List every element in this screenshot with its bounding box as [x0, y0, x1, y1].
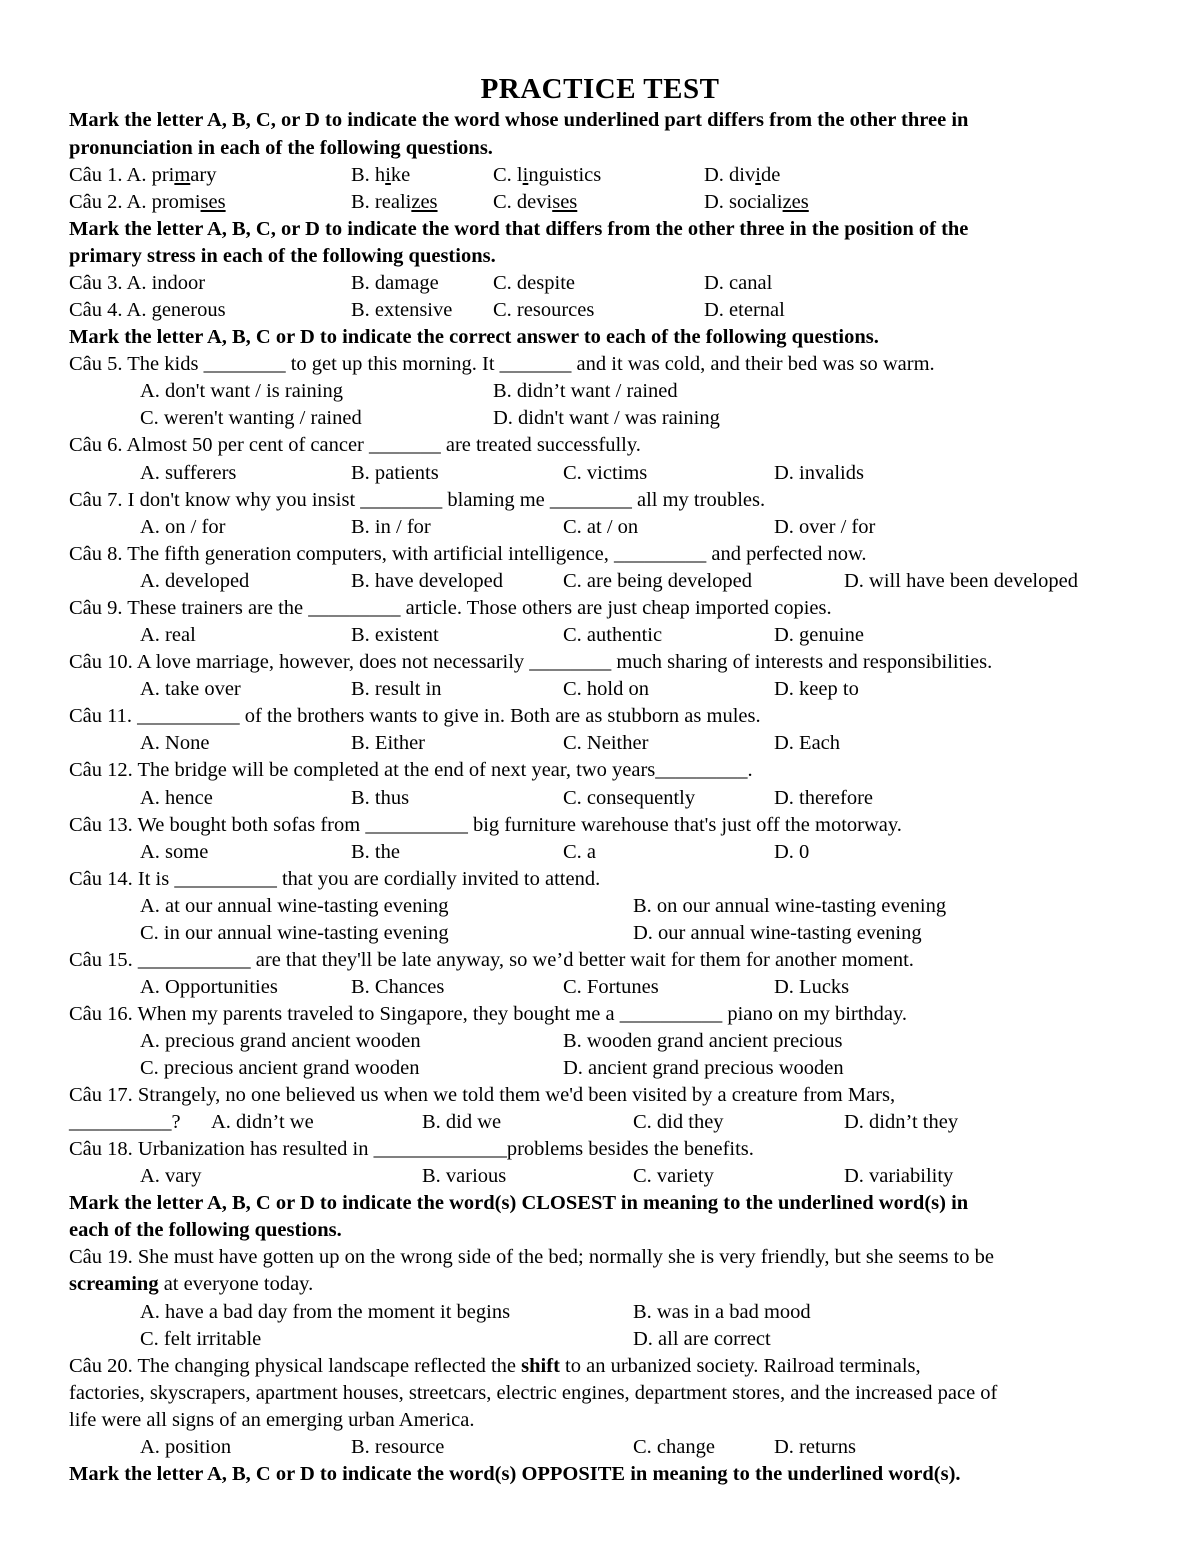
option-c: C. consequently: [563, 787, 696, 809]
option-c: C. resources: [493, 299, 595, 321]
option-d: D. variability: [844, 1165, 954, 1187]
option-b: B. wooden grand ancient precious: [563, 1030, 843, 1052]
option-c: C. linguistics: [493, 164, 602, 186]
option-a: A. some: [140, 841, 209, 863]
option-c: C. weren't wanting / rained: [140, 407, 362, 429]
option-d: D. Each: [774, 732, 841, 754]
option-d: D. didn't want / was raining: [493, 407, 720, 429]
option-b: B. on our annual wine-tasting evening: [633, 895, 947, 917]
option-a: Câu 1. A. primary: [69, 164, 217, 186]
option-c: C. at / on: [563, 516, 639, 538]
option-a: A. didn’t we: [211, 1111, 314, 1133]
option-c: C. Neither: [563, 732, 649, 754]
option-a: A. real: [140, 624, 196, 646]
option-b: B. patients: [351, 462, 439, 484]
option-a: A. hence: [140, 787, 213, 809]
target-word: shift: [521, 1355, 560, 1377]
option-a: A. vary: [140, 1165, 202, 1187]
option-a: A. sufferers: [140, 462, 237, 484]
option-d: D. 0: [774, 841, 810, 863]
option-d: D. socializes: [704, 191, 809, 213]
page-title: PRACTICE TEST: [480, 73, 720, 105]
option-d: D. invalids: [774, 462, 864, 484]
option-a: A. take over: [140, 678, 241, 700]
option-a: A. None: [140, 732, 210, 754]
option-a: A. don't want / is raining: [140, 380, 343, 402]
option-b: B. damage: [351, 272, 439, 294]
option-b: B. thus: [351, 787, 410, 809]
option-b: B. extensive: [351, 299, 453, 321]
option-d: D. will have been developed: [844, 570, 1078, 592]
option-d: D. eternal: [704, 299, 785, 321]
option-a: A. developed: [140, 570, 250, 592]
option-d: D. didn’t they: [844, 1111, 959, 1133]
option-c: C. hold on: [563, 678, 649, 700]
option-d: D. our annual wine-tasting evening: [633, 922, 922, 944]
option-d: D. canal: [704, 272, 773, 294]
option-c: C. victims: [563, 462, 648, 484]
option-d: D. over / for: [774, 516, 876, 538]
option-b: B. existent: [351, 624, 439, 646]
option-c: C. despite: [493, 272, 575, 294]
option-a: Câu 2. A. promises: [69, 191, 226, 213]
option-c: C. are being developed: [563, 570, 752, 592]
option-b: B. did we: [422, 1111, 502, 1133]
option-c: C. authentic: [563, 624, 663, 646]
option-c: C. variety: [633, 1165, 714, 1187]
option-b: B. Either: [351, 732, 426, 754]
option-b: B. Chances: [351, 976, 445, 998]
option-d: D. returns: [774, 1436, 856, 1458]
option-a: A. at our annual wine-tasting evening: [140, 895, 449, 917]
option-b: B. didn’t want / rained: [493, 380, 678, 402]
option-b: B. realizes: [351, 191, 438, 213]
option-d: D. divide: [704, 164, 781, 186]
option-a: A. on / for: [140, 516, 226, 538]
option-b: B. in / for: [351, 516, 431, 538]
option-d: D. Lucks: [774, 976, 850, 998]
option-d: D. all are correct: [633, 1328, 771, 1350]
option-c: C. change: [633, 1436, 715, 1458]
option-c: C. devises: [493, 191, 578, 213]
target-word: screaming: [69, 1273, 159, 1295]
option-c: C. felt irritable: [140, 1328, 262, 1350]
option-d: D. ancient grand precious wooden: [563, 1057, 844, 1079]
option-c: C. precious ancient grand wooden: [140, 1057, 420, 1079]
option-d: D. keep to: [774, 678, 859, 700]
option-d: D. therefore: [774, 787, 874, 809]
option-b: B. have developed: [351, 570, 503, 592]
option-a: Câu 3. A. indoor: [69, 272, 206, 294]
option-b: B. result in: [351, 678, 442, 700]
option-b: B. various: [422, 1165, 507, 1187]
option-c: C. a: [563, 841, 597, 863]
answer-blank: __________?: [69, 1111, 181, 1133]
option-a: A. Opportunities: [140, 976, 278, 998]
option-a: A. position: [140, 1436, 232, 1458]
option-b: B. resource: [351, 1436, 445, 1458]
option-c: C. did they: [633, 1111, 724, 1133]
option-a: A. have a bad day from the moment it begins: [140, 1301, 511, 1323]
document-page: PRACTICE TEST Mark the letter A, B, C, or D to indicate the word whose underlined part differs from the other three in pronunciation in each of the following questions. Câu 1. A. primary B. hike C. linguistics D. divide Câu 2. A. promises B. realizes C. devises D. socializes Mark the letter A, B, C, or D to indicate the word that differs from the other three in the position of the primary stress in each of the following questions. Câu 3. A. indoor B. damage C. despite D. canal Câu 4. A. generous B. extensive C. resources D. eternal Mark the letter A, B, C or D to indicate the correct answer to each of the following questions. Câu 5. The kids ________ to get up this morning. It _______ and it was cold, and their bed was so warm. A. don't want / is raining B. didn’t want / rained C. weren't wanting / rained D. didn't want / was raining Câu 6. Almost 50 per cent of cancer _______ are treated successfully. A. sufferers B. patients C. victims D. invalids Câu 7. I don't know why you insist ________ blaming me ________ all my troubles. A. on / for B. in / for C. at / on D. over / for Câu 8. The fifth generation computers, with artificial intelligence, _________ and perfected now. A. developed B. have developed C. are being developed D. will have been developed Câu 9. These trainers are the _________ article. Those others are just cheap imported copies. A. real B. existent C. authentic D. genuine Câu 10. A love marriage, however, does not necessarily ________ much sharing of interests and responsibilities. A. take over B. result in C. hold on D. keep to Câu 11. __________ of the brothers wants to give in. Both are as stubborn as mules. A. None B. Either C. Neither D. Each Câu 12. The bridge will be completed at the end of next year, two years_________. A. hence B. thus C. consequently D. therefore Câu 13. We bought both sofas from __________ big furniture warehouse that's just off the motorway. A. some B. the C. a D. 0 Câu 14. It is __________ that you are cordially invited to attend. A. at our annual wine-tasting evening B. on our annual wine-tasting evening C. in our annual wine-tasting evening D. our annual wine-tasting evening Câu 15. ___________ are that they'll be late anyway, so we’d better wait for them for another moment. A. Opportunities B. Chances C. Fortunes D. Lucks Câu 16. When my parents traveled to Singapore, they bought me a __________ piano on my birthday. A. precious grand ancient wooden B. wooden grand ancient precious C. precious ancient grand wooden D. ancient grand precious wooden Câu 17. Strangely, no one believed us when we told them we'd been visited by a creature from Mars, __________? A. didn’t we B. did we C. did they D. didn’t they Câu 18. Urbanization has resulted in _____________problems besides the benefits. A. vary B. various C. variety D. variability Mark the letter A, B, C or D to indicate the word(s) CLOSEST in meaning to the underlined word(s) in each of the following questions. Câu 19. She must have gotten up on the wrong side of the bed; normally she is very friendly, but she seems to be screaming at everyone today. A. have a bad day from the moment it begins B. was in a bad mood C. felt irritable D. all are correct Câu 20. The changing physical landscape reflected the shift to an urbanized society. Railroad terminals, factories, skyscrapers, apartment houses, streetcars, electric engines, department stores, and the increased pace of life were all signs of an emerging urban America. A. position B. resource C. change D. returns Mark the letter A, B, C or D to indicate the word(s) OPPOSITE in meaning to the underlined word(s).: [0, 0, 1200, 1553]
option-a: A. precious grand ancient wooden: [140, 1030, 421, 1052]
option-b: B. the: [351, 841, 400, 863]
option-d: D. genuine: [774, 624, 864, 646]
option-a: Câu 4. A. generous: [69, 299, 226, 321]
option-c: C. in our annual wine-tasting evening: [140, 922, 449, 944]
option-b: B. hike: [351, 164, 411, 186]
option-b: B. was in a bad mood: [633, 1301, 811, 1323]
option-c: C. Fortunes: [563, 976, 659, 998]
